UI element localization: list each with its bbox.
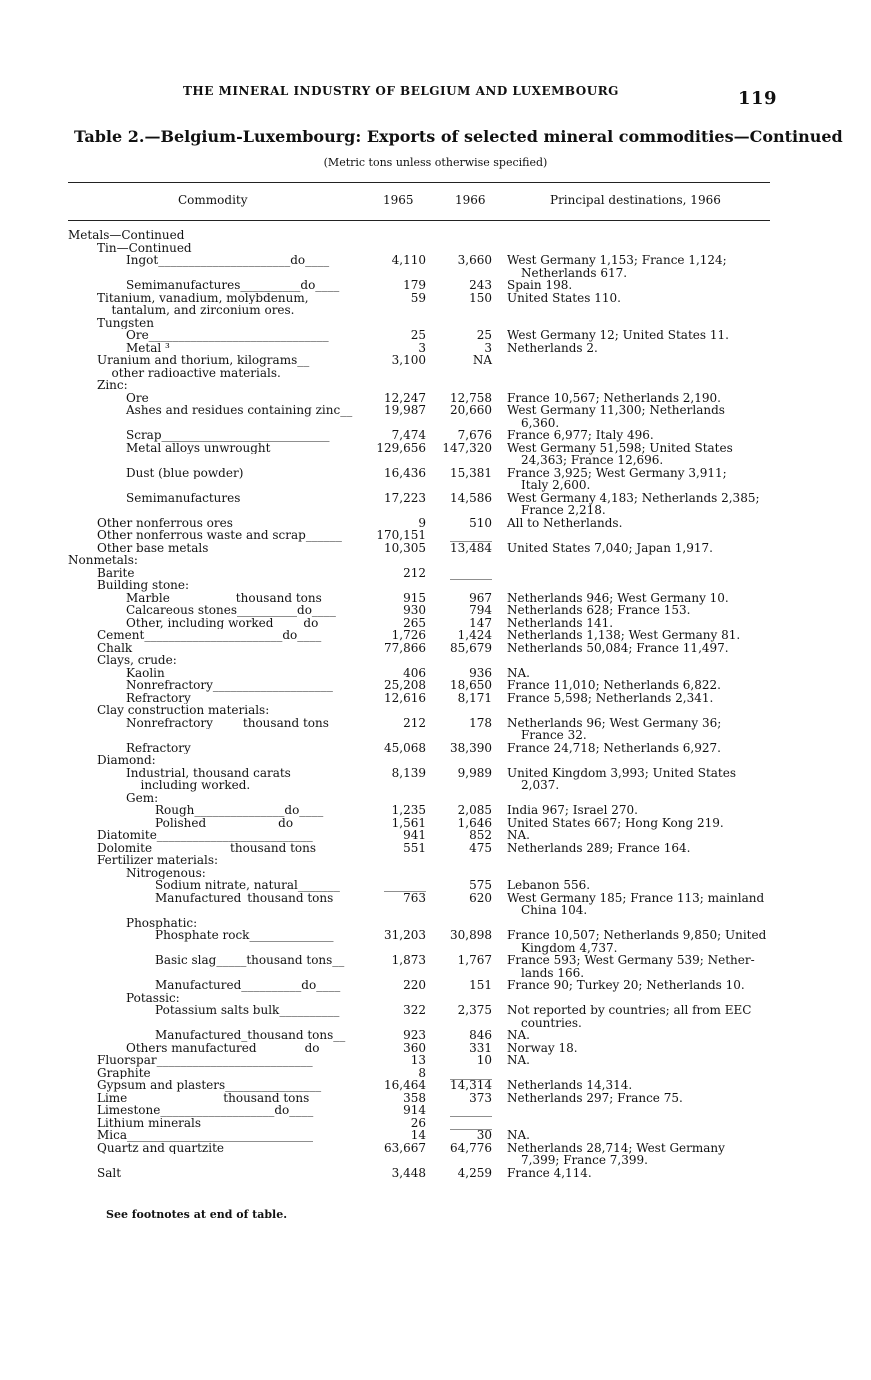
table-row — [0, 429, 871, 442]
destinations-cell: France 24,718; Netherlands 6,927. — [507, 740, 721, 755]
destinations-cell: France 2,218. — [521, 503, 606, 517]
table-row — [0, 529, 871, 542]
destinations-cell: lands 166. — [521, 965, 585, 980]
column-header-1966: 1966 — [455, 193, 486, 207]
value-1965-cell: 16,436 — [384, 465, 426, 480]
value-1965-cell: 170,151 — [376, 528, 426, 542]
table-row — [0, 604, 871, 617]
table-row — [0, 329, 871, 342]
destinations-cell: Kingdom 4,737. — [521, 940, 618, 955]
commodity-cell: Ore______________________________ — [126, 329, 329, 342]
destinations-cell: West Germany 4,183; Netherlands 2,385; — [507, 490, 760, 505]
table-row — [0, 742, 871, 755]
value-1966-cell: 147,320 — [442, 440, 492, 455]
commodity-cell: Semimanufactures__________do____ — [126, 279, 340, 292]
destinations-cell: NA. — [507, 1128, 530, 1142]
table-row — [0, 517, 871, 530]
value-1966-cell: 13,484 — [450, 540, 492, 555]
table-row — [0, 879, 871, 892]
destinations-cell: Netherlands 2. — [507, 340, 598, 355]
commodity-cell: Mica_______________________________ — [97, 1129, 313, 1142]
commodity-cell: Kaolin___________________________ — [126, 666, 327, 679]
destinations-cell: France 10,567; Netherlands 2,190. — [507, 390, 721, 405]
value-1965-cell: 212 — [403, 715, 426, 730]
running-head: THE MINERAL INDUSTRY OF BELGIUM AND LUXEMBOURG — [183, 84, 619, 98]
commodity-cell: Gypsum and plasters________________ — [97, 1079, 322, 1092]
table-row — [0, 1142, 871, 1155]
value-1965-cell: 1,561 — [391, 815, 426, 830]
value-1966-cell: 15,381 — [450, 465, 492, 480]
value-1966-cell: 373 — [469, 1090, 492, 1105]
table-row — [0, 1054, 871, 1067]
commodity-cell: Other base metals__________________ — [97, 541, 317, 554]
destinations-cell: Netherlands 14,314. — [507, 1078, 633, 1092]
table-row — [0, 892, 871, 905]
value-1965-cell: 220 — [403, 978, 426, 992]
table-row — [0, 404, 871, 417]
page-number: 119 — [738, 88, 778, 109]
table-row — [0, 554, 871, 567]
value-1965-cell: 551 — [403, 840, 426, 855]
commodity-cell: Metals—Continued — [68, 229, 185, 242]
table-row — [0, 954, 871, 967]
value-1966-cell: 150 — [469, 290, 492, 305]
destinations-cell: Netherlands 96; West Germany 36; — [507, 715, 722, 730]
commodity-cell: Rough_______________do____ — [155, 804, 324, 817]
destinations-cell: India 967; Israel 270. — [507, 803, 638, 817]
table-row — [0, 417, 871, 430]
commodity-cell: Manufactured_thousand tons__ — [155, 1029, 346, 1042]
commodity-cell: Manufactured_thousand tons__ — [155, 891, 346, 904]
value-1965-cell: 19,987 — [384, 403, 426, 417]
commodity-cell: Fertilizer materials: — [97, 854, 219, 867]
commodity-cell: Dolomite_____________thousand tons__ — [97, 841, 329, 854]
commodity-cell: Ashes and residues containing zinc__ — [126, 404, 353, 417]
commodity-cell: Tin—Continued — [97, 241, 192, 254]
table-row — [0, 1017, 871, 1030]
column-header-destinations: Principal destinations, 1966 — [550, 193, 721, 207]
table-row — [0, 504, 871, 517]
table-subtitle: (Metric tons unless otherwise specified) — [323, 156, 548, 169]
destinations-cell: West Germany 12; United States 11. — [507, 328, 729, 342]
destinations-cell: West Germany 51,598; United States — [507, 440, 733, 455]
commodity-cell: Semimanufactures_________________ — [126, 491, 343, 504]
destinations-cell: Netherlands 28,714; West Germany — [507, 1140, 725, 1155]
table-row — [0, 842, 871, 855]
value-1965-cell: 265 — [403, 615, 426, 630]
value-1966-cell: 1,424 — [457, 628, 492, 642]
table-row — [0, 817, 871, 830]
value-1966-cell: 852 — [469, 828, 492, 842]
commodity-cell: Titanium, vanadium, molybdenum, — [97, 291, 309, 304]
commodity-cell: Marble___________thousand tons__ — [126, 591, 334, 604]
value-1966-cell: 243 — [469, 278, 492, 292]
value-1965-cell: 12,247 — [384, 390, 426, 405]
table-row — [0, 867, 871, 880]
table-row — [0, 454, 871, 467]
value-1965-cell: 4,110 — [391, 253, 426, 267]
commodity-cell: Building stone: — [97, 579, 190, 592]
column-header-1965: 1965 — [383, 193, 414, 207]
table-row — [0, 479, 871, 492]
value-1966-cell: 936 — [469, 665, 492, 680]
table-row — [0, 667, 871, 680]
table-row — [0, 317, 871, 330]
table-row — [0, 1029, 871, 1042]
value-1966-cell: 1,767 — [457, 953, 492, 967]
value-1966-cell: 967 — [469, 590, 492, 605]
commodity-cell: Zinc: — [97, 379, 128, 392]
value-1966-cell: 25 — [476, 328, 492, 342]
commodity-cell: Nonmetals: — [68, 554, 138, 567]
commodity-cell: Nonrefractory_____thousand tons__ — [126, 716, 341, 729]
value-1965-cell: 14 — [410, 1128, 426, 1142]
value-1966-cell: _______ — [450, 1115, 492, 1130]
value-1966-cell: 475 — [469, 840, 492, 855]
commodity-cell: Gem: — [126, 791, 159, 804]
destinations-cell: NA. — [507, 1028, 530, 1042]
value-1966-cell: _______ — [450, 528, 492, 542]
table-row — [0, 229, 871, 242]
table-row — [0, 367, 871, 380]
value-1966-cell: 8,171 — [457, 690, 492, 705]
commodity-cell: Potassic: — [126, 991, 180, 1004]
value-1965-cell: 212 — [403, 565, 426, 580]
table-row — [0, 279, 871, 292]
value-1965-cell: 360 — [403, 1040, 426, 1055]
value-1966-cell: 14,314 — [450, 1078, 492, 1092]
value-1966-cell: 38,390 — [450, 740, 492, 755]
value-1965-cell: 59 — [410, 290, 426, 305]
table-row — [0, 679, 871, 692]
value-1965-cell: 763 — [403, 890, 426, 905]
value-1966-cell: _______ — [450, 1103, 492, 1117]
table-row — [0, 542, 871, 555]
commodity-cell: Metal alloys unwrought___________ — [126, 441, 337, 454]
table-row — [0, 342, 871, 355]
value-1966-cell: 147 — [469, 615, 492, 630]
commodity-cell: Uranium and thorium, kilograms__ — [97, 354, 310, 367]
destinations-cell: NA. — [507, 1053, 530, 1067]
table-row — [0, 904, 871, 917]
table-row — [0, 979, 871, 992]
destinations-cell: Netherlands 628; France 153. — [507, 603, 691, 617]
destinations-cell: United Kingdom 3,993; United States — [507, 765, 737, 780]
footnote: See footnotes at end of table. — [106, 1208, 288, 1221]
commodity-cell: Manufactured__________do____ — [155, 979, 341, 992]
destinations-cell: 7,399; France 7,399. — [521, 1153, 648, 1167]
destinations-cell: France 4,114. — [507, 1165, 592, 1180]
commodity-cell: Ingot______________________do____ — [126, 254, 330, 267]
table-row — [0, 467, 871, 480]
table-row — [0, 1154, 871, 1167]
value-1966-cell: 7,676 — [457, 428, 492, 442]
value-1965-cell: 9 — [418, 515, 426, 530]
value-1965-cell: 31,203 — [384, 928, 426, 942]
table-row — [0, 1167, 871, 1180]
destinations-cell: Netherlands 289; France 164. — [507, 840, 691, 855]
table-row — [0, 854, 871, 867]
table-row — [0, 654, 871, 667]
commodity-cell: Dust (blue powder)_______________ — [126, 466, 334, 479]
table-row — [0, 592, 871, 605]
destinations-cell: NA. — [507, 665, 530, 680]
table-row — [0, 704, 871, 717]
commodity-cell: Scrap____________________________ — [126, 429, 330, 442]
value-1966-cell: 1,646 — [457, 815, 492, 830]
destinations-cell: China 104. — [521, 903, 588, 917]
table-row — [0, 767, 871, 780]
value-1966-cell: 85,679 — [450, 640, 492, 655]
commodity-cell: Sodium nitrate, natural_______ — [155, 879, 340, 892]
table-row — [0, 1092, 871, 1105]
table-row — [0, 929, 871, 942]
commodity-cell: Other nonferrous ores_____________ — [97, 516, 311, 529]
value-1966-cell: 10 — [476, 1053, 492, 1067]
value-1966-cell: 30,898 — [450, 928, 492, 942]
commodity-cell: Industrial, thousand carats__ — [126, 766, 303, 779]
value-1966-cell: 14,586 — [450, 490, 492, 505]
value-1965-cell: 7,474 — [391, 428, 426, 442]
value-1965-cell: 1,726 — [391, 628, 426, 642]
commodity-cell: Graphite___________________________ — [97, 1066, 313, 1079]
value-1966-cell: 2,375 — [457, 1003, 492, 1017]
destinations-cell: West Germany 185; France 113; mainland — [507, 890, 765, 905]
destinations-cell: countries. — [521, 1015, 582, 1030]
destinations-cell: NA. — [507, 828, 530, 842]
destinations-cell: France 10,507; Netherlands 9,850; United — [507, 928, 767, 942]
value-1966-cell: 2,085 — [457, 803, 492, 817]
value-1966-cell: 64,776 — [450, 1140, 492, 1155]
commodity-cell: Lithium minerals___________________ — [97, 1116, 316, 1129]
table-row — [0, 492, 871, 505]
value-1965-cell: 179 — [403, 278, 426, 292]
table-row — [0, 1067, 871, 1080]
commodity-cell: Diatomite__________________________ — [97, 829, 313, 842]
destinations-cell: United States 7,040; Japan 1,917. — [507, 540, 713, 555]
commodity-cell: Tungsten — [97, 316, 154, 329]
value-1965-cell: 129,656 — [376, 440, 426, 455]
destinations-cell: Not reported by countries; all from EEC — [507, 1003, 752, 1017]
destinations-cell: 2,037. — [521, 778, 560, 792]
table-row — [0, 242, 871, 255]
value-1966-cell: 4,259 — [457, 1165, 492, 1180]
destinations-cell: Netherlands 1,138; West Germany 81. — [507, 628, 741, 642]
value-1966-cell: 3,660 — [457, 253, 492, 267]
value-1965-cell: 25 — [410, 328, 426, 342]
table-row — [0, 579, 871, 592]
table-row — [0, 829, 871, 842]
commodity-cell: other radioactive materials. — [111, 366, 281, 379]
destinations-cell: 24,363; France 12,696. — [521, 453, 664, 467]
destinations-cell: France 593; West Germany 539; Nether- — [507, 953, 755, 967]
value-1965-cell: 914 — [403, 1103, 426, 1117]
value-1965-cell: 915 — [403, 590, 426, 605]
table-row — [0, 442, 871, 455]
destinations-cell: Italy 2,600. — [521, 478, 591, 492]
value-1965-cell: _______ — [384, 878, 426, 892]
table-row — [0, 629, 871, 642]
value-1965-cell: 25,208 — [384, 678, 426, 692]
table-row — [0, 379, 871, 392]
table-row — [0, 267, 871, 280]
table-title: Table 2.—Belgium-Luxembourg: Exports of selected mineral commodities—Continued — [74, 127, 843, 146]
value-1966-cell: 20,660 — [450, 403, 492, 417]
destinations-cell: France 3,925; West Germany 3,911; — [507, 465, 727, 480]
destinations-cell: Netherlands 297; France 75. — [507, 1090, 683, 1105]
table-row — [0, 392, 871, 405]
destinations-cell: France 5,598; Netherlands 2,341. — [507, 690, 714, 705]
table-row — [0, 567, 871, 580]
table-row — [0, 642, 871, 655]
commodity-cell: Other nonferrous waste and scrap______ — [97, 529, 342, 542]
commodity-cell: including worked. — [140, 779, 251, 792]
table-row — [0, 792, 871, 805]
value-1966-cell: 9,989 — [457, 765, 492, 780]
commodity-cell: Limestone___________________do____ — [97, 1104, 314, 1117]
table-row — [0, 304, 871, 317]
commodity-cell: Potassium salts bulk__________ — [155, 1004, 340, 1017]
value-1965-cell: 77,866 — [384, 640, 426, 655]
destinations-cell: United States 667; Hong Kong 219. — [507, 815, 724, 830]
table-row — [0, 1117, 871, 1130]
value-1965-cell: 406 — [403, 665, 426, 680]
value-1965-cell: 10,305 — [384, 540, 426, 555]
table-row — [0, 1104, 871, 1117]
commodity-cell: tantalum, and zirconium ores. — [111, 304, 295, 317]
destinations-cell: France 6,977; Italy 496. — [507, 428, 654, 442]
value-1966-cell: 510 — [469, 515, 492, 530]
table-row — [0, 354, 871, 367]
value-1966-cell: 30 — [476, 1128, 492, 1142]
value-1966-cell: 575 — [469, 878, 492, 892]
value-1965-cell: 923 — [403, 1028, 426, 1042]
value-1965-cell: 17,223 — [384, 490, 426, 505]
table-row — [0, 1129, 871, 1142]
value-1965-cell: 1,235 — [391, 803, 426, 817]
table-top-rule — [68, 182, 770, 183]
table-row — [0, 779, 871, 792]
commodity-cell: Other, including worked_____do____ — [126, 616, 343, 629]
commodity-cell: Salt_______________________________ — [97, 1166, 308, 1179]
table-row — [0, 1079, 871, 1092]
destinations-cell: West Germany 11,300; Netherlands — [507, 403, 725, 417]
value-1966-cell: 178 — [469, 715, 492, 730]
value-1965-cell: 12,616 — [384, 690, 426, 705]
table-body — [0, 229, 871, 1179]
value-1965-cell: 1,873 — [391, 953, 426, 967]
commodity-cell: Cement_______________________do____ — [97, 629, 322, 642]
value-1965-cell: 930 — [403, 603, 426, 617]
table-row — [0, 717, 871, 730]
destinations-cell: France 32. — [521, 728, 587, 742]
value-1966-cell: _______ — [450, 565, 492, 580]
commodity-cell: Polished____________do____ — [155, 816, 318, 829]
commodity-cell: Lime________________thousand tons__ — [97, 1091, 322, 1104]
destinations-cell: 6,360. — [521, 415, 560, 430]
value-1965-cell: 358 — [403, 1090, 426, 1105]
value-1965-cell: 26 — [410, 1115, 426, 1130]
value-1965-cell: 322 — [403, 1003, 426, 1017]
destinations-cell: Netherlands 141. — [507, 615, 614, 630]
value-1966-cell: 3 — [484, 340, 492, 355]
destinations-cell: Netherlands 50,084; France 11,497. — [507, 640, 729, 655]
table-row — [0, 804, 871, 817]
value-1966-cell: 620 — [469, 890, 492, 905]
commodity-cell: Nonrefractory____________________ — [126, 679, 333, 692]
destinations-cell: France 90; Turkey 20; Netherlands 10. — [507, 978, 745, 992]
destinations-cell: Netherlands 946; West Germany 10. — [507, 590, 729, 605]
destinations-cell: West Germany 1,153; France 1,124; — [507, 253, 727, 267]
value-1965-cell: 13 — [410, 1053, 426, 1067]
commodity-cell: Ore______________________________ — [126, 391, 329, 404]
value-1966-cell: _______ — [450, 1065, 492, 1080]
value-1965-cell: 3 — [418, 340, 426, 355]
commodity-cell: Calcareous stones__________do____ — [126, 604, 336, 617]
value-1966-cell: 794 — [469, 603, 492, 617]
value-1965-cell: 63,667 — [384, 1140, 426, 1155]
commodity-cell: Diamond: — [97, 754, 156, 767]
table-row — [0, 254, 871, 267]
value-1966-cell: 18,650 — [450, 678, 492, 692]
value-1965-cell: 8,139 — [391, 765, 426, 780]
commodity-cell: Refractory_______________________ — [126, 691, 329, 704]
destinations-cell: All to Netherlands. — [507, 515, 623, 530]
value-1966-cell: 151 — [469, 978, 492, 992]
table-row — [0, 292, 871, 305]
commodity-cell: Clays, crude: — [97, 654, 177, 667]
table-row — [0, 1042, 871, 1055]
column-header-commodity: Commodity — [178, 193, 248, 207]
value-1966-cell: 12,758 — [450, 390, 492, 405]
commodity-cell: Others manufactured________do____ — [126, 1041, 344, 1054]
commodity-cell: Phosphate rock______________ — [155, 929, 334, 942]
value-1965-cell: 16,464 — [384, 1078, 426, 1092]
value-1965-cell: 3,448 — [391, 1165, 426, 1180]
commodity-cell: Fluorspar__________________________ — [97, 1054, 313, 1067]
table-header-rule — [68, 220, 770, 221]
table-row — [0, 1004, 871, 1017]
value-1965-cell: 8 — [418, 1065, 426, 1080]
value-1965-cell: 45,068 — [384, 740, 426, 755]
commodity-cell: Basic slag_____thousand tons__ — [155, 954, 345, 967]
destinations-cell: Lebanon 556. — [507, 878, 591, 892]
destinations-cell: Spain 198. — [507, 278, 573, 292]
destinations-cell: Norway 18. — [507, 1040, 578, 1055]
value-1965-cell: 941 — [403, 828, 426, 842]
destinations-cell: France 11,010; Netherlands 6,822. — [507, 678, 721, 692]
value-1966-cell: 331 — [469, 1040, 492, 1055]
destinations-cell: United States 110. — [507, 290, 621, 305]
commodity-cell: Phosphatic: — [126, 916, 198, 929]
table-row — [0, 754, 871, 767]
table-row — [0, 729, 871, 742]
value-1966-cell: NA — [472, 353, 492, 367]
table-row — [0, 692, 871, 705]
commodity-cell: Barite_____________________________ — [97, 566, 309, 579]
destinations-cell: Netherlands 617. — [521, 265, 628, 280]
commodity-cell: Nitrogenous: — [126, 866, 206, 879]
value-1966-cell: 846 — [469, 1028, 492, 1042]
table-row — [0, 617, 871, 630]
commodity-cell: Quartz and quartzite_______________ — [97, 1141, 315, 1154]
commodity-cell: Refractory_______________________ — [126, 741, 329, 754]
commodity-cell: Clay construction materials: — [97, 704, 270, 717]
value-1965-cell: 3,100 — [391, 353, 426, 367]
commodity-cell: Metal ³__________________________ — [126, 341, 326, 354]
commodity-cell: Chalk______________________________ — [97, 641, 313, 654]
